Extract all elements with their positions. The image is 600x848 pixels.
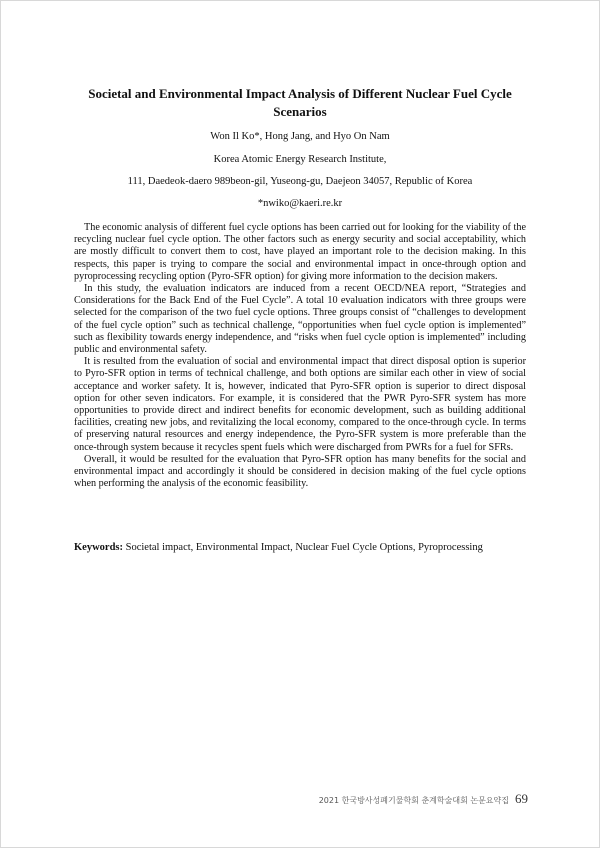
corresponding-email: *nwiko@kaeri.re.kr <box>257 198 343 209</box>
keywords-label: Keywords: <box>74 542 123 553</box>
keywords <box>74 541 526 555</box>
affiliation-institute: Korea Atomic Energy Research Institute, <box>213 154 387 165</box>
keywords-list: Societal impact, Environmental Impact, Nuclear Fuel Cycle Options, Pyroprocessing <box>125 542 483 553</box>
abstract-paragraph-2: In this study, the evaluation indicators are induced from a recent OECD/NEA report, “Strategies and Considerations for the Back End of the Fuel Cycle”. A total 10 evaluation indicators with three groups were selected for the comparison of the two fuel cycle options. Three groups consist of “challenges to development of the fuel cycle option” such as technical challenge, “opportunities when fuel cycle option is implemented” such as flexibility towards energy independence, and “risks when fuel cycle option is implemented” including public and environmental safety. <box>74 283 526 356</box>
abstract-paragraph-1: The economic analysis of different fuel cycle options has been carried out for looking for the viability of the recycling nuclear fuel cycle option. The other factors such as energy security and social acceptability, which are mostly difficult to convert them to cost, have played an important role to the decision making. In this respects, this paper is trying to compare the social and environmental impact in once-through option and pyroprocessing recycling option (Pyro-SFR option) for giving more information to the decision makers. <box>74 222 526 282</box>
page-number: 69 <box>515 791 528 806</box>
abstract <box>74 222 526 490</box>
proceedings-name: 2021 한국방사성폐기물학회 춘계학술대회 논문요약집 <box>318 796 509 805</box>
abstract-paragraph-3: It is resulted from the evaluation of social and environmental impact that direct disposal option is superior to Pyro-SFR option in terms of technical challenge, and both options are similar each other in view of social acceptance and worker safety. It is, however, indicated that Pyro-SFR option is superior to direct disposal option for other seven indicators. For example, it is considered that the PWR Pyro-SFR system has more opportunities to provide direct and indirect benefits for economic development, such as building additional facilities, creating new jobs, and revitalizing the local economy, compared to the once-through cycle. In terms of preserving natural resources and energy independence, the Pyro-SFR system is more preferable than the once-through system because it recycles spent fuels which were discharged from PWRs for a fuel for SFRs. <box>74 356 526 453</box>
paper-authors: Won Il Ko*, Hong Jang, and Hyo On Nam <box>210 131 390 142</box>
page-footer <box>319 791 528 807</box>
paper-title: Societal and Environmental Impact Analysis of Different Nuclear Fuel Cycle Scenarios <box>88 86 512 119</box>
abstract-paragraph-4: Overall, it would be resulted for the evaluation that Pyro-SFR option has many benefits for the social and environmental impact and accordingly it should be considered in decision making of the fuel cycle options when performing the analysis of the economic feasibility. <box>74 453 526 490</box>
affiliation-address: 111, Daedeok-daero 989beon-gil, Yuseong-gu, Daejeon 34057, Republic of Korea <box>127 176 473 187</box>
